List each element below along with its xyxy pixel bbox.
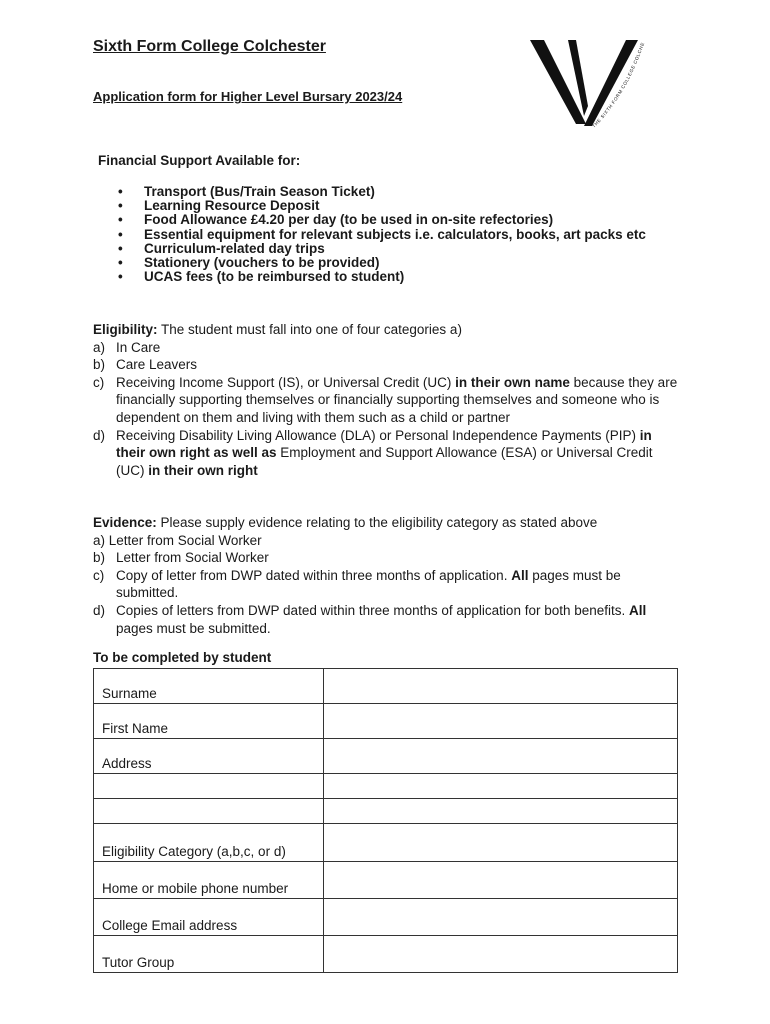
address-field[interactable] xyxy=(324,739,678,774)
college-logo xyxy=(528,36,646,132)
list-item: • Essential equipment for relevant subjects i.e. calculators, books, art packs etc xyxy=(112,228,672,242)
address-line-2-field[interactable] xyxy=(324,774,678,799)
field-label-surname: Surname xyxy=(94,669,324,704)
field-label-first-name: First Name xyxy=(94,704,324,739)
field-label-address: Address xyxy=(94,739,324,774)
field-label-tutor-group: Tutor Group xyxy=(94,936,324,973)
document-title: Sixth Form College Colchester xyxy=(93,38,326,55)
field-label-eligibility-category: Eligibility Category (a,b,c, or d) xyxy=(94,824,324,862)
tutor-group-field[interactable] xyxy=(324,936,678,973)
eligibility-label: Eligibility: xyxy=(93,322,158,337)
evidence-intro: Evidence: Please supply evidence relating to the eligibility category as stated above xyxy=(93,515,598,530)
list-item: • Learning Resource Deposit xyxy=(112,199,672,213)
list-item: • Curriculum-related day trips xyxy=(112,242,672,256)
student-details-table xyxy=(93,668,678,973)
list-item: • Food Allowance £4.20 per day (to be used in on-site refectories) xyxy=(112,213,672,227)
evidence-label: Evidence: xyxy=(93,515,157,530)
list-item: d) Copies of letters from DWP dated within three months of application for both benefits. All pages must be submitted. xyxy=(93,602,647,636)
list-item: a) Letter from Social Worker xyxy=(93,532,262,548)
list-item: c) Receiving Income Support (IS), or Universal Credit (UC) in their own name because they are financially supporting themselves or financially supporting themselves and someone who is dependent on them and living with them such as a child or partner xyxy=(93,374,678,425)
eligibility-section xyxy=(93,321,683,479)
list-item: c) Copy of letter from DWP dated within three months of application. All pages must be submitted. xyxy=(93,567,621,601)
financial-support-list xyxy=(112,185,672,284)
email-field[interactable] xyxy=(324,899,678,936)
evidence-section xyxy=(93,514,683,637)
first-name-field[interactable] xyxy=(324,704,678,739)
field-label-phone: Home or mobile phone number xyxy=(94,862,324,899)
list-item: d) Receiving Disability Living Allowance (DLA) or Personal Independence Payments (PIP) in their own right as well as Employment and Support Allowance (ESA) or Universal Credit (UC) in their own right xyxy=(93,427,653,478)
field-label-address-line-3 xyxy=(94,799,324,824)
financial-support-heading: Financial Support Available for: xyxy=(98,153,301,168)
list-item: • Transport (Bus/Train Season Ticket) xyxy=(112,185,672,199)
document-subtitle: Application form for Higher Level Bursary 2023/24 xyxy=(93,89,403,104)
eligibility-list xyxy=(93,339,683,480)
list-item: • Stationery (vouchers to be provided) xyxy=(112,256,672,270)
field-label-address-line-2 xyxy=(94,774,324,799)
list-item: b) Letter from Social Worker xyxy=(93,550,269,566)
evidence-list xyxy=(93,532,683,638)
logo-v-diagonal xyxy=(584,40,638,126)
surname-field[interactable] xyxy=(324,669,678,704)
eligibility-category-field[interactable] xyxy=(324,824,678,862)
logo-text: THE SIXTH FORM COLLEGE COLCHE xyxy=(591,41,646,129)
list-item: • UCAS fees (to be reimbursed to student) xyxy=(112,270,672,284)
field-label-email: College Email address xyxy=(94,899,324,936)
phone-field[interactable] xyxy=(324,862,678,899)
list-item: b) Care Leavers xyxy=(93,357,198,373)
eligibility-intro: Eligibility: The student must fall into one of four categories a) xyxy=(93,322,462,337)
list-item: a) In Care xyxy=(93,339,161,355)
student-form-heading: To be completed by student xyxy=(93,650,272,665)
address-line-3-field[interactable] xyxy=(324,799,678,824)
